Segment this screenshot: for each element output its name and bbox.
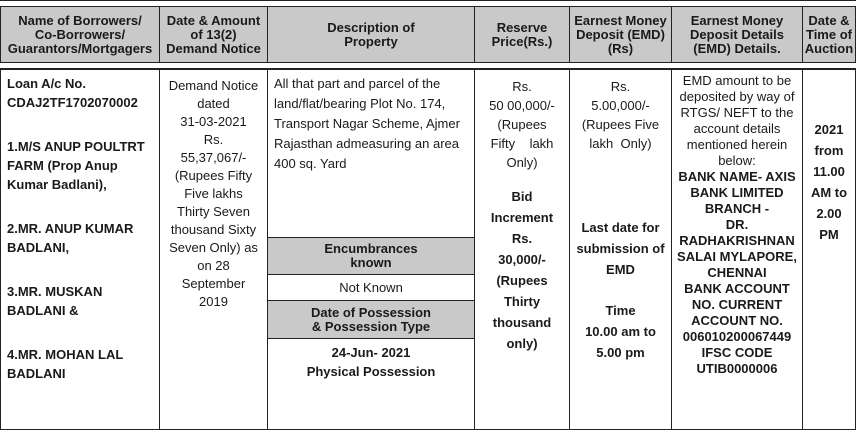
emd-amount-line: 5.00,000/- xyxy=(591,98,650,113)
emd-time-line: Time xyxy=(605,303,636,318)
demand-line: Demand Notice xyxy=(168,78,259,93)
possession-label xyxy=(267,300,475,339)
emd-time-line: 10.00 am to xyxy=(585,324,656,339)
bank-line: BANK ACCOUNT xyxy=(684,281,790,296)
ifsc-code: UTIB0000006 xyxy=(696,361,778,376)
header-reserve-price xyxy=(474,6,570,63)
demand-line: Rs. xyxy=(203,132,224,147)
borrower-1-line: FARM (Prop Anup xyxy=(7,158,118,173)
emd-details-line: below: xyxy=(718,153,756,168)
property-line: 400 sq. Yard xyxy=(274,156,347,171)
header-borrowers-line: Guarantors/Mortgagers xyxy=(7,40,153,56)
property-line: Rajasthan admeasuring an area xyxy=(274,136,460,151)
emd-amount-line: Rs. xyxy=(610,79,631,94)
auction-line: 2021 xyxy=(814,122,844,137)
emd-details-line: RTGS/ NEFT to the xyxy=(680,105,794,120)
demand-line: 2019 xyxy=(199,294,228,309)
borrower-2-line: BADLANI, xyxy=(7,240,70,255)
loan-account-number: CDAJ2TF1702070002 xyxy=(7,95,138,110)
header-demand-line: Demand Notice xyxy=(166,40,261,56)
bank-line: NO. CURRENT xyxy=(691,297,783,312)
bank-line: IFSC CODE xyxy=(701,345,773,360)
emd-details-line: account details xyxy=(693,121,781,136)
borrower-3-line: 3.MR. MUSKAN xyxy=(7,284,103,299)
header-auction-line: Date & xyxy=(808,12,850,28)
description-cell xyxy=(267,68,475,430)
bid-line: Rs. xyxy=(511,231,533,246)
borrower-1-line: 1.M/S ANUP POULTRT xyxy=(7,139,145,154)
possession-label-line: Date of Possession xyxy=(311,304,431,320)
property-description xyxy=(268,69,474,174)
header-description xyxy=(267,6,475,63)
demand-line: September xyxy=(181,276,246,291)
reserve-line: Only) xyxy=(506,155,538,170)
bank-details xyxy=(672,169,802,377)
property-line: Transport Nagar Scheme, Ajmer xyxy=(274,116,460,131)
encumbrances-label-line: known xyxy=(350,255,392,270)
bid-line: (Rupees xyxy=(496,273,548,288)
header-demand-line: Date & Amount xyxy=(166,12,261,28)
encumbrances-label xyxy=(267,237,475,275)
emd-time-line: 5.00 pm xyxy=(596,345,645,360)
emd-details-line: EMD amount to be xyxy=(682,73,792,88)
borrower-2-line: 2.MR. ANUP KUMAR xyxy=(7,221,134,236)
bank-line: BANK LIMITED xyxy=(690,185,784,200)
header-emd-line: (Rs) xyxy=(607,40,634,56)
reserve-line: Rs. xyxy=(512,79,532,94)
auction-cell xyxy=(802,68,856,430)
emd-last-date-line: submission of xyxy=(576,241,665,256)
header-auction-line: Auction xyxy=(804,40,854,56)
bid-line: thousand xyxy=(492,315,552,330)
auction-line: PM xyxy=(819,227,839,242)
encumbrances-label-line: Encumbrances xyxy=(324,241,418,256)
header-auction xyxy=(802,6,856,63)
header-borrowers-line: Name of Borrowers/ xyxy=(18,12,142,28)
bank-account-number: 006010200067449 xyxy=(682,329,792,344)
emd-details-cell xyxy=(671,68,803,430)
emd-last-date xyxy=(570,217,671,280)
emd-amount-line: lakh Only) xyxy=(589,136,652,151)
header-borrowers xyxy=(0,6,160,63)
possession-type: Physical Possession xyxy=(306,364,436,379)
reserve-line: Fifty lakh xyxy=(490,136,554,151)
header-emd-line: Earnest Money xyxy=(574,12,667,28)
demand-notice-cell xyxy=(159,68,268,430)
emd-last-date-line: EMD xyxy=(606,262,635,277)
property-line: land/flat/bearing Plot No. 174, xyxy=(274,96,446,111)
demand-line: thousand Sixty xyxy=(170,222,257,237)
bank-line: BRANCH - xyxy=(704,201,770,216)
bank-line: RADHAKRISHNAN xyxy=(679,233,795,248)
emd-last-date-line: Last date for xyxy=(581,220,660,235)
bank-line: ACCOUNT NO. xyxy=(691,313,783,328)
borrower-1-line: Kumar Badlani), xyxy=(7,177,107,192)
bid-line: Bid xyxy=(511,189,533,204)
demand-line: (Rupees Fifty xyxy=(174,168,253,183)
header-borrowers-line: Co-Borrowers/ xyxy=(34,26,126,42)
possession-date: 24-Jun- 2021 xyxy=(331,345,411,360)
loan-account-label: Loan A/c No. xyxy=(7,76,86,91)
reserve-price-cell xyxy=(474,68,570,430)
demand-line: 55,37,067/- xyxy=(180,150,247,165)
header-emd-details-line: Earnest Money xyxy=(690,12,784,28)
possession-label-line: & Possession Type xyxy=(311,318,431,334)
emd-amount-line: (Rupees Five xyxy=(581,117,660,132)
demand-line: on 28 xyxy=(197,258,230,273)
header-auction-line: Time of xyxy=(805,26,852,42)
borrower-3-line: BADLANI & xyxy=(7,303,79,318)
borrower-4-line: BADLANI xyxy=(7,366,66,381)
demand-line: Seven Only) as xyxy=(169,240,258,255)
emd-time xyxy=(570,300,671,363)
borrowers-cell xyxy=(0,68,160,430)
auction-line: AM to xyxy=(810,185,848,200)
bank-line: SALAI MYLAPORE, xyxy=(677,249,797,264)
emd-details-line: mentioned herein xyxy=(686,137,788,152)
demand-line: Thirty Seven xyxy=(177,204,250,219)
header-emd-details-line: (EMD) Details. xyxy=(693,40,781,56)
header-description-line: Property xyxy=(344,33,398,49)
header-demand-notice xyxy=(159,6,268,63)
auction-line: from xyxy=(814,143,844,158)
header-emd-line: Deposit (EMD) xyxy=(576,26,665,42)
encumbrances-value xyxy=(267,274,475,301)
header-description-line: Description of xyxy=(327,19,415,35)
bid-increment xyxy=(475,186,569,354)
bank-line: DR. xyxy=(725,217,749,232)
demand-line: 31-03-2021 xyxy=(180,114,247,129)
bid-line: Thirty xyxy=(503,294,541,309)
header-reserve-line: Reserve xyxy=(496,19,548,35)
header-emd xyxy=(569,6,672,63)
demand-line: Five lakhs xyxy=(184,186,243,201)
demand-line: dated xyxy=(197,96,230,111)
bank-line: CHENNAI xyxy=(707,265,767,280)
bank-line: BANK NAME- AXIS xyxy=(678,169,796,184)
auction-line: 11.00 xyxy=(813,164,845,179)
bid-line: Increment xyxy=(490,210,554,225)
header-emd-details xyxy=(671,6,803,63)
emd-cell xyxy=(569,68,672,430)
borrower-4-line: 4.MR. MOHAN LAL xyxy=(7,347,124,362)
header-reserve-line: Price(Rs.) xyxy=(491,33,553,49)
header-emd-details-line: Deposit Details xyxy=(690,26,784,42)
bid-line: 30,000/- xyxy=(498,252,546,267)
encumbrances-value-text: Not Known xyxy=(339,280,403,295)
possession-value xyxy=(268,343,474,381)
header-demand-line: of 13(2) xyxy=(190,26,237,42)
reserve-line: 50 00,000/- xyxy=(489,98,555,113)
property-line: All that part and parcel of the xyxy=(274,76,441,91)
bid-line: only) xyxy=(506,336,538,351)
auction-line: 2.00 xyxy=(816,206,842,221)
emd-details-line: deposited by way of xyxy=(679,89,795,104)
reserve-line: (Rupees xyxy=(497,117,547,132)
